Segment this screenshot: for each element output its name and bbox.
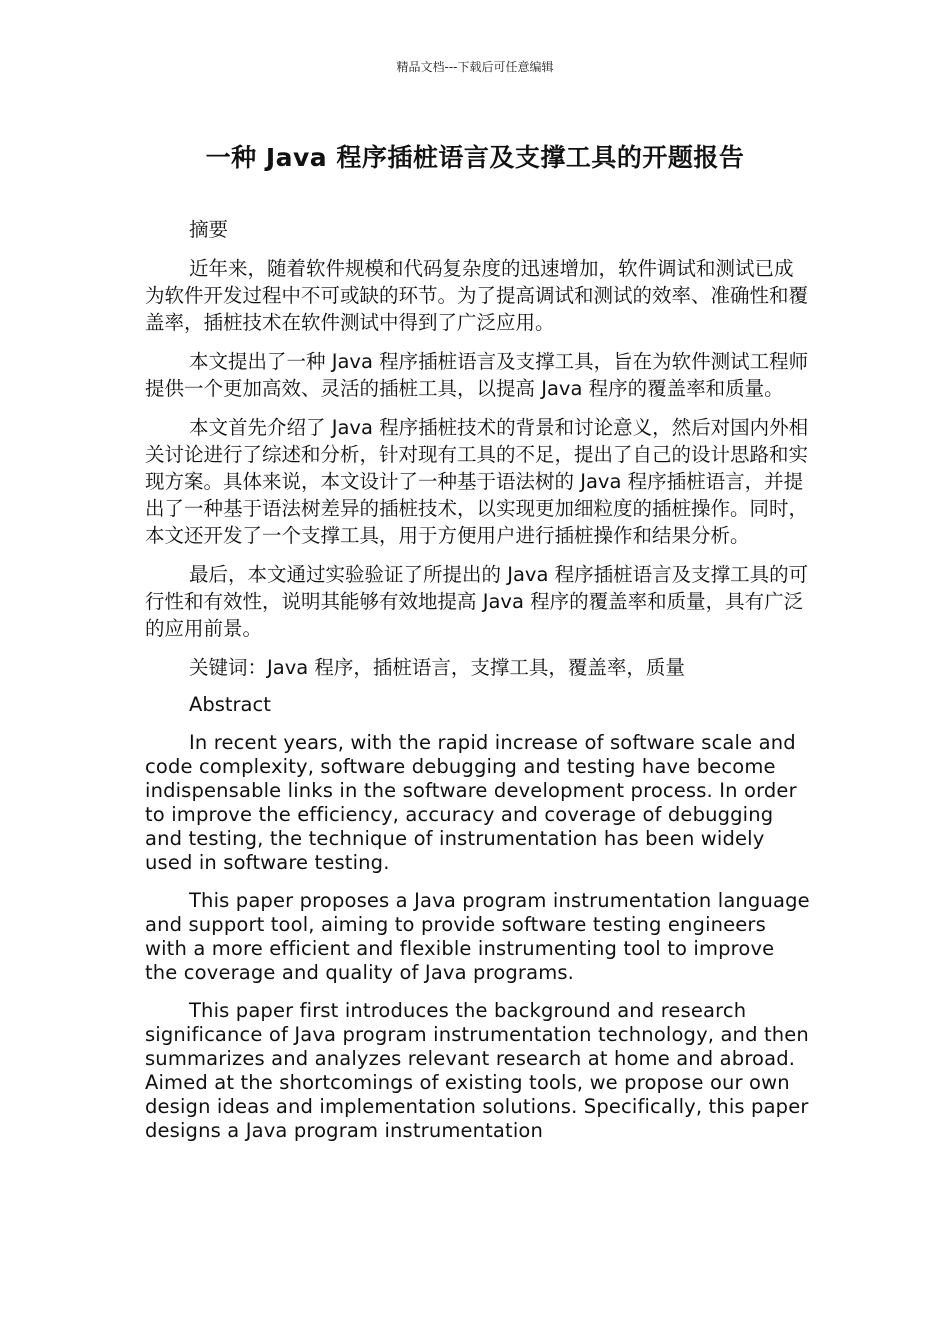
abstract-en-paragraph: In recent years, with the rapid increase of software scale and code complexity, software debugging and testing have become indispensable links in the software development process. In order to improve the efficiency, accuracy and coverage of debugging and testing, the technique of instrumentation has been widely used in software testing.: [145, 731, 797, 874]
abstract-cn-paragraph: 近年来，随着软件规模和代码复杂度的迅速增加，软件调试和测试已成为软件开发过程中不可或缺的环节。为了提高调试和测试的效率、准确性和覆盖率，插桩技术在软件测试中得到了广泛应用。: [145, 257, 809, 334]
keywords-cn: 关键词：Java 程序，插桩语言，支撑工具，覆盖率，质量: [189, 656, 685, 679]
abstract-en-paragraph: This paper proposes a Java program instrumentation language and support tool, aiming to provide software testing engineers with a more efficient and flexible instrumenting tool to improve the coverage and quality of Java programs.: [145, 889, 810, 984]
document-body: [145, 216, 810, 1157]
abstract-en-heading: Abstract: [189, 693, 271, 716]
abstract-cn-paragraph: 本文提出了一种 Java 程序插桩语言及支撑工具，旨在为软件测试工程师提供一个更加高效、灵活的插桩工具，以提高 Java 程序的覆盖率和质量。: [145, 350, 809, 400]
abstract-cn-paragraph: 本文首先介绍了 Java 程序插桩技术的背景和讨论意义，然后对国内外相关讨论进行了综述和分析，针对现有工具的不足，提出了自己的设计思路和实现方案。具体来说，本文设计了一种基于语法树的 Java 程序插桩语言，并提出了一种基于语法树差异的插桩技术，以实现更加细粒度的插桩操作。同时，本文还开发了一个支撑工具，用于方便用户进行插桩操作和结果分析。: [145, 416, 809, 547]
abstract-cn-heading: 摘要: [189, 218, 229, 241]
abstract-cn-paragraph: 最后，本文通过实验验证了所提出的 Java 程序插桩语言及支撑工具的可行性和有效性，说明其能够有效地提高 Java 程序的覆盖率和质量，具有广泛的应用前景。: [145, 563, 809, 640]
header-note: 精品文档---下载后可任意编辑: [396, 60, 554, 74]
document-title: 一种 Java 程序插桩语言及支撑工具的开题报告: [205, 143, 745, 172]
abstract-en-paragraph: This paper first introduces the background and research significance of Java program instrumentation technology, and then summarizes and analyzes relevant research at home and abroad. Aimed at the shortcomings of existing tools, we propose our own design ideas and implementation solutions. Specifically, this paper designs a Java program instrumentation: [145, 999, 809, 1142]
